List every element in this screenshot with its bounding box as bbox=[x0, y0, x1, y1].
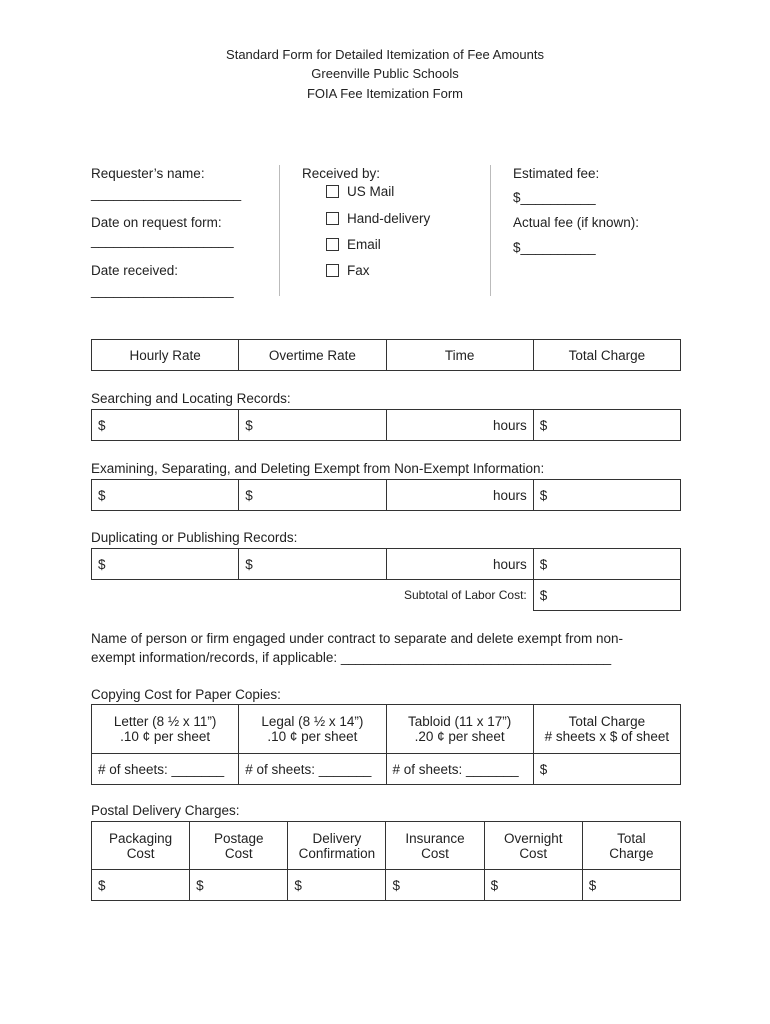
section-postal: Postal Delivery Charges: bbox=[91, 803, 240, 818]
header-overtime-rate: Overtime Rate bbox=[239, 340, 386, 371]
actual-fee-field[interactable]: $__________ bbox=[513, 240, 596, 255]
organization-name: Greenville Public Schools bbox=[311, 66, 459, 81]
section-examining: Examining, Separating, and Deleting Exempt from Non-Exempt Information: bbox=[91, 461, 545, 476]
hourly-rate-cell[interactable]: $ bbox=[92, 549, 239, 580]
date-received-field[interactable]: ___________________ bbox=[91, 283, 234, 298]
postal-header-insurance: Insurance Cost bbox=[386, 822, 484, 870]
copy-total-cell[interactable]: $ bbox=[533, 754, 680, 785]
form-subtitle: FOIA Fee Itemization Form bbox=[306, 86, 464, 101]
received-by-label: Received by: bbox=[302, 166, 381, 181]
delivery-confirmation-cell[interactable]: $ bbox=[288, 870, 386, 901]
header-total-charge: Total Charge bbox=[533, 340, 680, 371]
header-hourly-rate: Hourly Rate bbox=[92, 340, 239, 371]
postal-header-overnight: Overnight Cost bbox=[484, 822, 582, 870]
duplicating-row-table bbox=[91, 548, 681, 611]
postal-header-postage: Postage Cost bbox=[190, 822, 288, 870]
contract-text-line2[interactable]: exempt information/records, if applicable: ____________________________________ bbox=[91, 650, 612, 665]
overtime-rate-cell[interactable]: $ bbox=[239, 410, 386, 441]
checkbox-label: Hand-delivery bbox=[347, 211, 431, 226]
searching-row-table bbox=[91, 409, 681, 441]
actual-fee-label: Actual fee (if known): bbox=[513, 215, 640, 230]
checkbox-icon bbox=[326, 185, 339, 198]
copy-header-letter: Letter (8 ½ x 11”) .10 ¢ per sheet bbox=[92, 705, 239, 754]
postal-total-cell[interactable]: $ bbox=[582, 870, 680, 901]
checkbox-icon bbox=[326, 212, 339, 225]
checkbox-fax[interactable] bbox=[326, 263, 370, 278]
estimated-fee-field[interactable]: $__________ bbox=[513, 190, 596, 205]
column-divider bbox=[279, 165, 280, 296]
overtime-rate-cell[interactable]: $ bbox=[239, 549, 386, 580]
checkbox-hand-delivery[interactable] bbox=[326, 211, 430, 226]
date-received-label: Date received: bbox=[91, 263, 179, 278]
postage-cost-cell[interactable]: $ bbox=[190, 870, 288, 901]
section-duplicating: Duplicating or Publishing Records: bbox=[91, 530, 298, 545]
checkbox-icon bbox=[326, 264, 339, 277]
requester-name-label: Requester’s name: bbox=[91, 166, 205, 181]
overtime-rate-cell[interactable]: $ bbox=[239, 480, 386, 511]
copy-header-tabloid: Tabloid (11 x 17”) .20 ¢ per sheet bbox=[386, 705, 533, 754]
checkbox-label: Email bbox=[347, 237, 381, 252]
postal-header-delivery: Delivery Confirmation bbox=[288, 822, 386, 870]
header-time: Time bbox=[386, 340, 533, 371]
estimated-fee-label: Estimated fee: bbox=[513, 166, 600, 181]
tabloid-sheets-cell[interactable]: # of sheets: _______ bbox=[386, 754, 533, 785]
legal-sheets-cell[interactable]: # of sheets: _______ bbox=[239, 754, 386, 785]
subtotal-label: Subtotal of Labor Cost: bbox=[404, 588, 527, 603]
date-on-request-field[interactable]: ___________________ bbox=[91, 233, 234, 248]
copy-header-total: Total Charge # sheets x $ of sheet bbox=[533, 705, 680, 754]
time-cell[interactable]: hours bbox=[386, 480, 533, 511]
subtotal-cell[interactable]: $ bbox=[533, 580, 680, 611]
checkbox-us-mail[interactable] bbox=[326, 184, 394, 199]
column-divider bbox=[490, 165, 491, 296]
examining-row-table bbox=[91, 479, 681, 511]
checkbox-label: US Mail bbox=[347, 184, 395, 199]
checkbox-email[interactable] bbox=[326, 237, 381, 252]
form-title: Standard Form for Detailed Itemization of Fee Amounts bbox=[226, 47, 544, 62]
insurance-cost-cell[interactable]: $ bbox=[386, 870, 484, 901]
packaging-cost-cell[interactable]: $ bbox=[92, 870, 190, 901]
hourly-rate-cell[interactable]: $ bbox=[92, 410, 239, 441]
time-cell[interactable]: hours bbox=[386, 549, 533, 580]
total-charge-cell[interactable]: $ bbox=[533, 410, 680, 441]
postal-table bbox=[91, 821, 681, 901]
letter-sheets-cell[interactable]: # of sheets: _______ bbox=[92, 754, 239, 785]
section-copying: Copying Cost for Paper Copies: bbox=[91, 687, 281, 702]
contract-text-line1: Name of person or firm engaged under contract to separate and delete exempt from non- bbox=[91, 631, 624, 646]
date-on-request-label: Date on request form: bbox=[91, 215, 222, 230]
postal-header-total: Total Charge bbox=[582, 822, 680, 870]
labor-header-table bbox=[91, 339, 681, 371]
overnight-cost-cell[interactable]: $ bbox=[484, 870, 582, 901]
copy-header-legal: Legal (8 ½ x 14”) .10 ¢ per sheet bbox=[239, 705, 386, 754]
total-charge-cell[interactable]: $ bbox=[533, 480, 680, 511]
section-searching: Searching and Locating Records: bbox=[91, 391, 291, 406]
checkbox-label: Fax bbox=[347, 263, 370, 278]
checkbox-icon bbox=[326, 238, 339, 251]
copying-table bbox=[91, 704, 681, 785]
total-charge-cell[interactable]: $ bbox=[533, 549, 680, 580]
requester-name-field[interactable]: ____________________ bbox=[91, 186, 242, 201]
postal-header-packaging: Packaging Cost bbox=[92, 822, 190, 870]
hourly-rate-cell[interactable]: $ bbox=[92, 480, 239, 511]
time-cell[interactable]: hours bbox=[386, 410, 533, 441]
